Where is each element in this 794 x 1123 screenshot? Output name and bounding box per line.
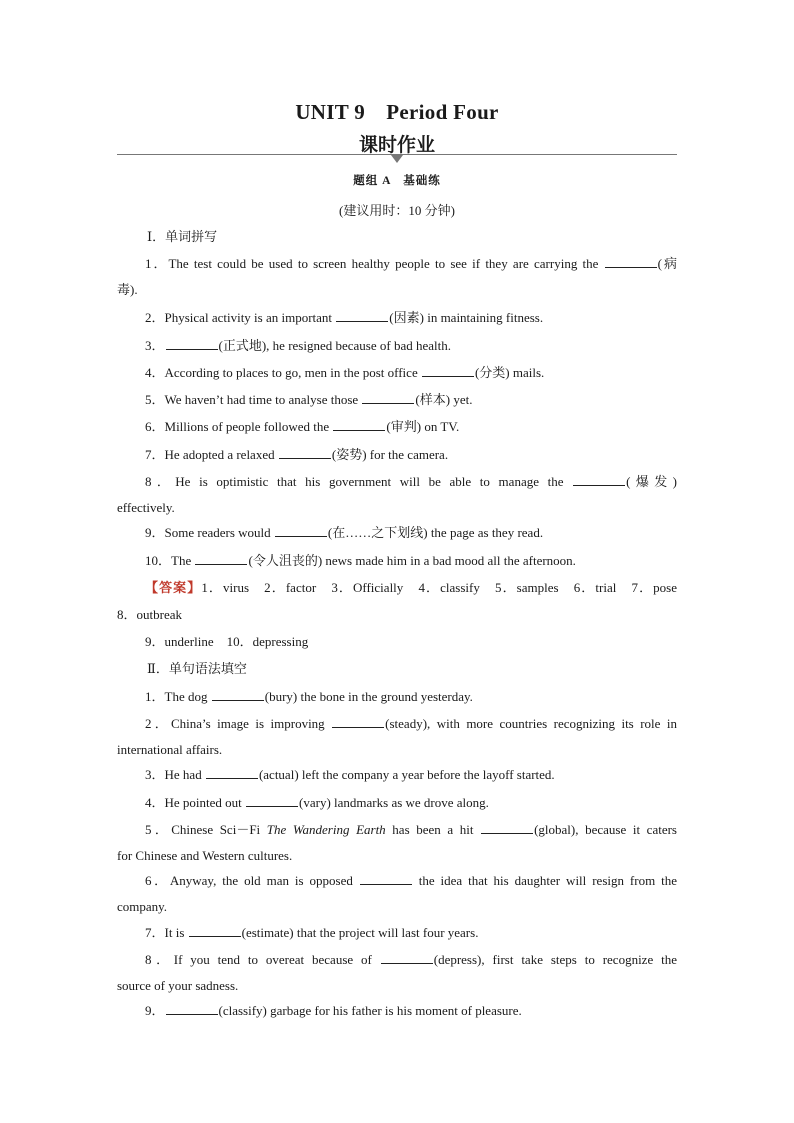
list-item: 1．The dog (bury) the bone in the ground yesterday. (145, 689, 473, 704)
answer-blank[interactable] (166, 1002, 218, 1015)
list-item-continued: 毒). (117, 282, 138, 297)
group-label: 题组 A 基础练 (353, 175, 441, 187)
answer-blank[interactable] (605, 255, 657, 268)
list-item: 3．He had (actual) left the company a year before the layoff started. (145, 767, 555, 782)
list-item: 1．The test could be used to screen healthy people to see if they are carrying the (病 (145, 256, 677, 271)
list-item: 8．If you tend to overeat because of (depress), first take steps to recognize the (145, 952, 677, 967)
answer-blank[interactable] (422, 364, 474, 377)
list-item-continued: company. (117, 899, 168, 914)
list-item: 5．Chinese Sci－Fi The Wandering Earth has been a hit (global), because it caters (145, 822, 677, 837)
list-item: 2．Physical activity is an important (因素) in maintaining fitness. (145, 310, 544, 325)
page-subtitle: 课时作业 (358, 135, 435, 156)
list-item: 4．He pointed out (vary) landmarks as we drove along. (145, 795, 489, 810)
list-item-continued: source of your sadness. (117, 978, 239, 993)
list-item-continued: for Chinese and Western cultures. (117, 848, 293, 863)
book-title: The Wandering Earth (266, 822, 386, 837)
answer-blank[interactable] (336, 309, 388, 322)
triangle-marker-icon (391, 155, 403, 163)
answer-tag: 【答案】 (145, 580, 202, 595)
list-item: 2．China’s image is improving (steady), with more countries recognizing its role in (145, 716, 677, 731)
list-item: 7．He adopted a relaxed (姿势) for the camera. (145, 447, 449, 462)
list-item: 9． (classify) garbage for his father is his moment of pleasure. (145, 1003, 522, 1018)
answer-blank[interactable] (189, 924, 241, 937)
answer-blank[interactable] (360, 872, 412, 885)
section-heading: Ⅰ．单词拼写 (147, 229, 218, 244)
list-item: 4．According to places to go, men in the post office (分类) mails. (145, 365, 545, 380)
suggested-time: (建议用时：10 分钟) (339, 203, 455, 218)
answer-blank[interactable] (481, 821, 533, 834)
answer-key: 【答案】1．virus 2．factor 3．Officially 4．classify 5．samples 6．trial 7．pose (145, 580, 677, 595)
answer-blank[interactable] (206, 766, 258, 779)
answer-key-continued: 9．underline 10．depressing (145, 634, 309, 649)
list-item: 3． (正式地), he resigned because of bad health. (145, 338, 451, 353)
page-title: UNIT 9 Period Four (295, 100, 499, 124)
list-item: 6．Millions of people followed the (审判) on TV. (145, 419, 460, 434)
answer-blank[interactable] (275, 524, 327, 537)
list-item-continued: international affairs. (117, 742, 223, 757)
answer-blank[interactable] (279, 446, 331, 459)
answer-blank[interactable] (381, 951, 433, 964)
answer-blank[interactable] (333, 418, 385, 431)
answer-key-continued: 8．outbreak (117, 607, 182, 622)
answer-blank[interactable] (573, 473, 625, 486)
list-item: 10．The (令人沮丧的) news made him in a bad mood all the afternoon. (145, 553, 576, 568)
answer-blank[interactable] (362, 391, 414, 404)
list-item: 8．He is optimistic that his government will be able to manage the (爆发) (145, 474, 677, 489)
answer-blank[interactable] (195, 552, 247, 565)
list-item-continued: effectively. (117, 500, 175, 515)
list-item: 6．Anyway, the old man is opposed the idea that his daughter will resign from the (145, 873, 678, 888)
section-heading: Ⅱ．单句语法填空 (147, 661, 247, 676)
list-item: 5．We haven’t had time to analyse those (样本) yet. (145, 392, 473, 407)
answer-blank[interactable] (166, 337, 218, 350)
answer-blank[interactable] (212, 688, 264, 701)
list-item: 7．It is (estimate) that the project will last four years. (145, 925, 479, 940)
answer-blank[interactable] (332, 715, 384, 728)
answer-blank[interactable] (246, 794, 298, 807)
list-item: 9．Some readers would (在……之下划线) the page as they read. (145, 525, 544, 540)
